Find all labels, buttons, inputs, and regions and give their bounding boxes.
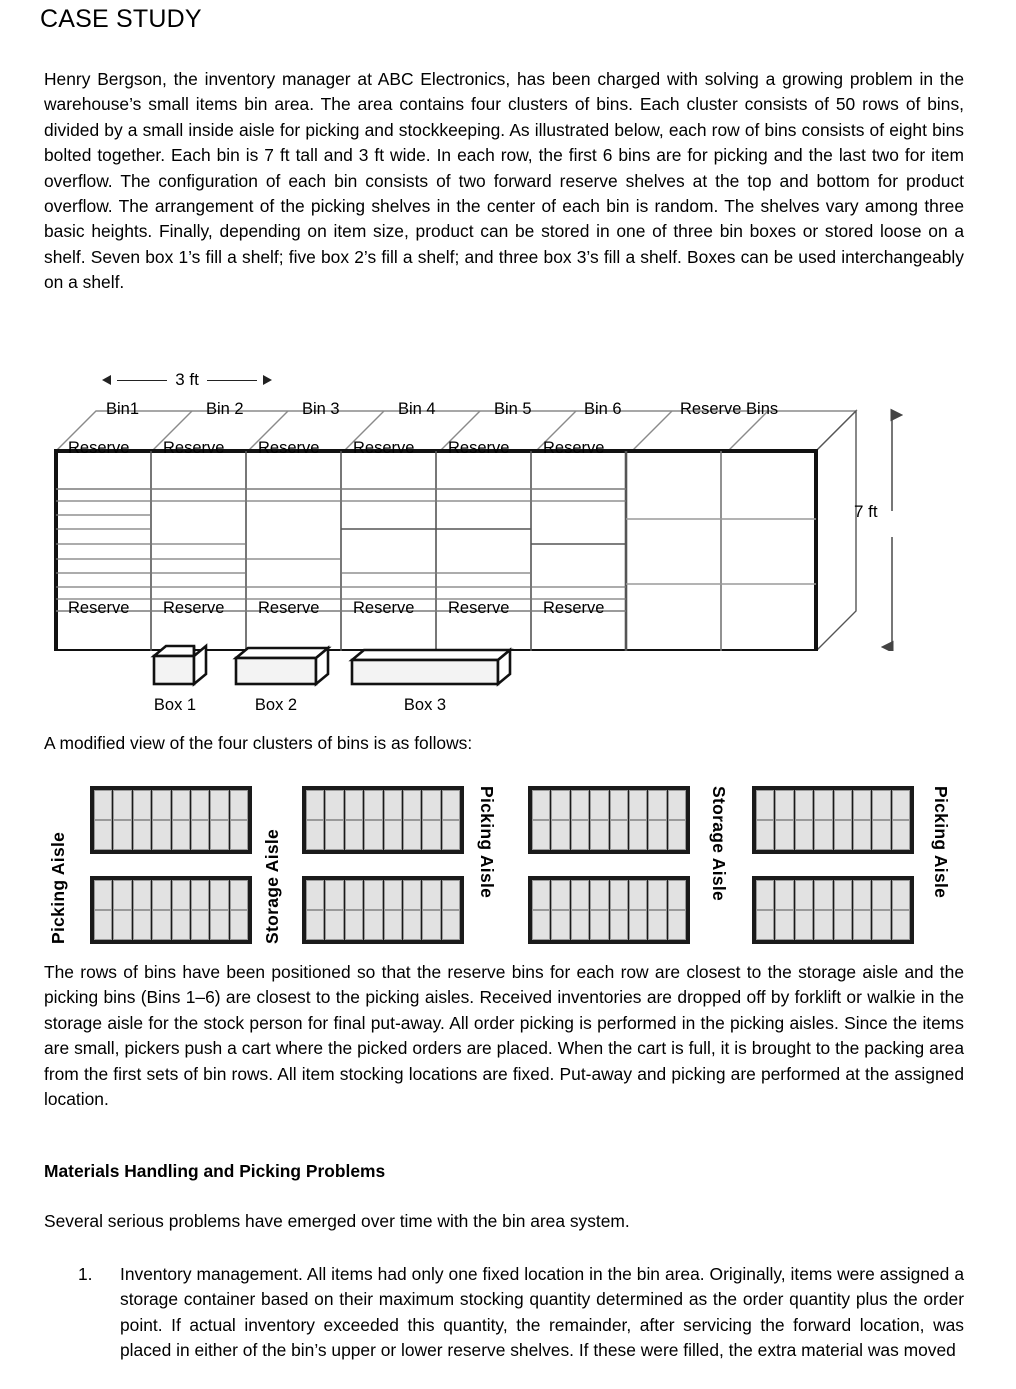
bin-cell: [551, 820, 569, 850]
bin-configuration-figure: [44, 363, 974, 653]
bin-row: [94, 910, 248, 940]
bin-row: [756, 880, 910, 910]
bin-cell: [532, 790, 550, 820]
bin-cell: [795, 910, 813, 940]
bin-cell: [422, 910, 440, 940]
bin-cell: [325, 910, 343, 940]
dimension-line: [207, 380, 257, 381]
bin-cell: [172, 910, 190, 940]
bin-column-label-6: Bin 6: [584, 400, 622, 418]
bin-cell: [610, 910, 628, 940]
bin-cell: [668, 880, 686, 910]
bin-cell: [668, 820, 686, 850]
bin-cell: [756, 820, 774, 850]
bin-cell: [230, 820, 248, 850]
bin-cell: [325, 820, 343, 850]
bin-cell: [629, 790, 647, 820]
bin-cell: [795, 790, 813, 820]
arrow-left-icon: [102, 375, 111, 385]
intro-paragraph: Henry Bergson, the inventory manager at ABC Electronics, has been charged with solving a growing problem in the warehouse’s small items bin area. The area contains four clusters of bins. Each cluster consists of 50 rows of bins, divided by a small inside aisle for picking and stockkeeping. As illustrated below, each row of bins consists of eight bins bolted together. Each bin is 7 ft tall and 3 ft wide. In each row, the first 6 bins are for picking and the last two for item overflow. The configuration of each bin consists of two forward reserve shelves at the top and bottom for product overflow. The arrangement of the picking shelves in the center of each bin is random. The shelves vary among three basic heights. Finally, depending on item size, product can be stored in one of three bin boxes or stored loose on a shelf. Seven box 1’s fill a shelf; five box 2’s fill a shelf; and three box 3’s fill a shelf. Boxes can be used interchangeably on a shelf.: [44, 69, 964, 293]
bin-cell: [422, 790, 440, 820]
bin-row: [756, 820, 910, 850]
bin-cell: [892, 910, 910, 940]
bin-row: [94, 790, 248, 820]
bin-cell: [532, 820, 550, 850]
bottom-reserve-shelf-4: Reserve: [353, 599, 415, 617]
top-reserve-shelf-3: Reserve: [258, 439, 320, 457]
bin-cell: [648, 790, 666, 820]
bin-row-block: [752, 876, 914, 944]
bin-cell: [403, 820, 421, 850]
bin-cell: [610, 790, 628, 820]
bin-cell: [571, 790, 589, 820]
aisle-label-storage-1: Storage Aisle: [262, 828, 282, 944]
bin-cell: [872, 790, 890, 820]
bin-cell: [551, 790, 569, 820]
bin-cell: [629, 910, 647, 940]
bin-cell: [113, 880, 131, 910]
bin-cell: [442, 790, 460, 820]
bin-cell: [853, 910, 871, 940]
bin-cell: [814, 880, 832, 910]
bin-cell: [814, 820, 832, 850]
cluster-group-1: [90, 786, 252, 944]
bin-cell: [853, 880, 871, 910]
width-dimension-label: 3 ft: [175, 370, 199, 389]
bin-cell: [795, 820, 813, 850]
bin-row-block: [528, 876, 690, 944]
bin-column-label-2: Bin 2: [206, 400, 244, 418]
aisle-label-picking-1: Picking Aisle: [48, 831, 68, 944]
bin-cell: [133, 820, 151, 850]
bin-cell: [422, 880, 440, 910]
bin-cell: [191, 820, 209, 850]
bin-cell: [306, 820, 324, 850]
bottom-reserve-shelf-5: Reserve: [448, 599, 510, 617]
bin-cell: [442, 910, 460, 940]
aisle-label-picking-2: Picking Aisle: [477, 786, 497, 899]
bin-cell: [152, 820, 170, 850]
bin-cell: [152, 880, 170, 910]
list-item-text: Inventory management. All items had only one fixed location in the bin area. Originally, items were assigned a storage container based on their maximum stocking quantity determined as the order quantity plus the order point. If actual inventory exceeded this quantity, the remainder, after servicing the forward location, was placed in either of the bin’s upper or lower reserve shelves. If these were filled, the extra material was moved: [120, 1264, 964, 1361]
bin-row: [756, 790, 910, 820]
bin-row-block: [528, 786, 690, 854]
dimension-line: [117, 380, 167, 381]
box-label-1: Box 1: [153, 696, 197, 714]
bin-row: [756, 910, 910, 940]
page-title: CASE STUDY: [40, 5, 202, 33]
bin-cell: [610, 880, 628, 910]
bin-row-block: [302, 786, 464, 854]
bin-cell: [113, 790, 131, 820]
bin-cell: [648, 820, 666, 850]
bin-cell: [113, 910, 131, 940]
box-label-2: Box 2: [254, 696, 298, 714]
bin-cell: [325, 880, 343, 910]
bin-cell: [230, 910, 248, 940]
bin-cell: [892, 790, 910, 820]
bin-cell: [364, 880, 382, 910]
bin-cell: [152, 790, 170, 820]
bin-cell: [756, 790, 774, 820]
bin-cell: [94, 820, 112, 850]
bin-row-block: [752, 786, 914, 854]
cluster-layout-figure: [40, 780, 980, 950]
bin-cell: [775, 880, 793, 910]
bin-cell: [230, 790, 248, 820]
bin-cell: [384, 790, 402, 820]
cluster-group-3: [528, 786, 690, 944]
bin-cell: [551, 910, 569, 940]
bin-cell: [403, 790, 421, 820]
bin-cell: [775, 910, 793, 940]
aisle-label-picking-3: Picking Aisle: [931, 786, 951, 899]
bin-column-label-5: Bin 5: [494, 400, 532, 418]
bin-cell: [795, 880, 813, 910]
bin-cell: [892, 880, 910, 910]
bin-cell: [872, 880, 890, 910]
bin-cell: [629, 880, 647, 910]
bin-row-block: [90, 786, 252, 854]
bin-cell: [172, 880, 190, 910]
bin-column-label-reserve: Reserve Bins: [680, 400, 779, 418]
bin-cell: [364, 910, 382, 940]
top-reserve-shelf-2: Reserve: [163, 439, 225, 457]
bin-cell: [345, 820, 363, 850]
bin-cell: [94, 880, 112, 910]
bin-cell: [872, 910, 890, 940]
bin-cell: [133, 880, 151, 910]
bin-cell: [668, 910, 686, 940]
bin-column-label-4: Bin 4: [398, 400, 436, 418]
bin-cell: [892, 820, 910, 850]
bin-cell: [384, 820, 402, 850]
bin-cell: [551, 880, 569, 910]
cluster-group-4: [752, 786, 914, 944]
bin-row-block: [90, 876, 252, 944]
bin-cell: [571, 910, 589, 940]
bin-cell: [384, 910, 402, 940]
bin-cell: [210, 820, 228, 850]
bin-cell: [210, 910, 228, 940]
bin-row: [306, 790, 460, 820]
arrow-right-icon: [263, 375, 272, 385]
bin-cell: [152, 910, 170, 940]
box-shapes-svg: [140, 640, 540, 692]
modified-view-paragraph: A modified view of the four clusters of bins is as follows:: [44, 733, 473, 753]
bin-row: [94, 820, 248, 850]
bin-column-label-3: Bin 3: [302, 400, 340, 418]
rows-positioned-paragraph: The rows of bins have been positioned so that the reserve bins for each row are closest to the storage aisle and the picking bins (Bins 1–6) are closest to the picking aisles. Received inventories are dropped off by forklift or walkie in the storage aisle for the stock person for final put-away. All order picking is performed in the picking aisles. Since the items are small, pickers push a cart where the picked orders are placed. When the cart is full, it is brought to the packing area from the first sets of bin rows. All item stocking locations are fixed. Put-away and picking are performed at the assigned location.: [44, 962, 964, 1110]
bin-cell: [834, 820, 852, 850]
bin-cell: [532, 910, 550, 940]
bin-cell: [668, 790, 686, 820]
bottom-reserve-shelf-6: Reserve: [543, 599, 605, 617]
bin-cell: [191, 790, 209, 820]
bin-cell: [571, 880, 589, 910]
bin-cell: [422, 820, 440, 850]
box-types-figure: [140, 640, 540, 720]
bin-cell: [133, 910, 151, 940]
bin-cell: [210, 790, 228, 820]
bin-cell: [172, 790, 190, 820]
bin-cell: [384, 880, 402, 910]
bin-cell: [814, 790, 832, 820]
bin-cell: [210, 880, 228, 910]
bin-cell: [306, 790, 324, 820]
bin-cell: [230, 880, 248, 910]
section-heading: Materials Handling and Picking Problems: [44, 1161, 386, 1181]
top-reserve-shelf-6: Reserve: [543, 439, 605, 457]
bin-column-label-1: Bin1: [106, 400, 140, 418]
bin-row: [94, 880, 248, 910]
bin-cell: [133, 790, 151, 820]
bin-row: [532, 910, 686, 940]
aisle-label-storage-2: Storage Aisle: [709, 786, 729, 902]
top-reserve-shelf-1: Reserve: [68, 439, 130, 457]
bin-cell: [345, 790, 363, 820]
bin-cell: [306, 880, 324, 910]
bin-cell: [345, 880, 363, 910]
bin-cell: [113, 820, 131, 850]
box-label-3: Box 3: [403, 696, 447, 714]
bin-cell: [345, 910, 363, 940]
bin-cell: [191, 910, 209, 940]
bin-cell: [325, 790, 343, 820]
bin-cell: [571, 820, 589, 850]
bottom-reserve-shelf-2: Reserve: [163, 599, 225, 617]
list-item-marker: 1.: [78, 1264, 93, 1284]
bin-cell: [442, 880, 460, 910]
bin-cell: [834, 880, 852, 910]
bin-cell: [172, 820, 190, 850]
height-dimension-label: 7 ft: [854, 502, 878, 521]
bin-cell: [648, 880, 666, 910]
bin-cell: [629, 820, 647, 850]
bin-cell: [648, 910, 666, 940]
top-reserve-shelf-5: Reserve: [448, 439, 510, 457]
bin-row: [306, 820, 460, 850]
top-reserve-shelf-4: Reserve: [353, 439, 415, 457]
bin-cell: [872, 820, 890, 850]
bin-cell: [775, 820, 793, 850]
bin-cell: [756, 910, 774, 940]
bin-cell: [814, 910, 832, 940]
numbered-list: [78, 1262, 964, 1364]
bin-row: [306, 880, 460, 910]
bin-cell: [364, 820, 382, 850]
bin-cell: [364, 790, 382, 820]
bin-cell: [610, 820, 628, 850]
bin-cell: [590, 880, 608, 910]
bin-row: [532, 790, 686, 820]
bin-cell: [94, 790, 112, 820]
bin-cell: [94, 910, 112, 940]
bin-cell: [853, 790, 871, 820]
bin-row-block: [302, 876, 464, 944]
bin-cell: [853, 820, 871, 850]
bin-cell: [756, 880, 774, 910]
bin-cell: [403, 910, 421, 940]
cluster-group-2: [302, 786, 464, 944]
bin-cell: [834, 910, 852, 940]
bin-cell: [532, 880, 550, 910]
bin-cell: [590, 910, 608, 940]
bin-row: [532, 820, 686, 850]
bin-cell: [834, 790, 852, 820]
bottom-reserve-shelf-1: Reserve: [68, 599, 130, 617]
bin-cell: [590, 820, 608, 850]
list-item: [78, 1262, 964, 1364]
bin-cell: [775, 790, 793, 820]
bin-row: [532, 880, 686, 910]
bin-cell: [306, 910, 324, 940]
bin-cell: [442, 820, 460, 850]
bin-row: [306, 910, 460, 940]
bin-cell: [403, 880, 421, 910]
bin-cell: [590, 790, 608, 820]
several-problems-paragraph: Several serious problems have emerged over time with the bin area system.: [44, 1211, 630, 1231]
bin-cell: [191, 880, 209, 910]
bottom-reserve-shelf-3: Reserve: [258, 599, 320, 617]
